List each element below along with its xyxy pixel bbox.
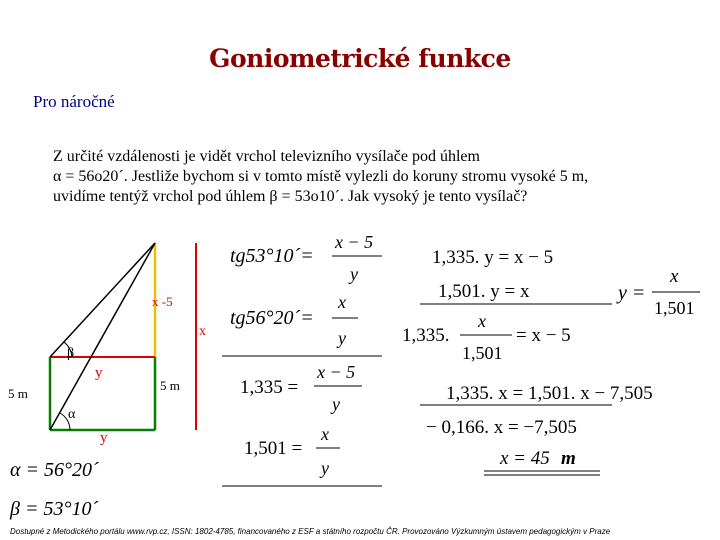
tg-alpha-lhs: tg56°20´= bbox=[230, 307, 314, 329]
eq1-lhs: 1,335 = bbox=[240, 377, 299, 398]
ry-numerator: x bbox=[670, 266, 679, 287]
label-y-upper: y bbox=[95, 365, 103, 381]
m5: − 0,166. x = −7,505 bbox=[426, 417, 577, 438]
given-alpha: α = 56°20´ bbox=[10, 459, 99, 481]
eq1-numerator: x − 5 bbox=[317, 362, 356, 382]
m4: 1,335. x = 1,501. x − 7,505 bbox=[446, 383, 653, 404]
m1: 1,335. y = x − 5 bbox=[432, 247, 554, 268]
m3-lhs: 1,335. bbox=[402, 325, 450, 346]
subtitle: Pro náročné bbox=[33, 92, 115, 111]
label-y-lower: y bbox=[100, 430, 108, 446]
m6-unit: m bbox=[561, 448, 576, 469]
label-x: x bbox=[199, 324, 206, 339]
tg-alpha-numerator: x bbox=[338, 292, 346, 312]
m3-denominator: 1,501 bbox=[462, 343, 503, 363]
eq1-denominator: y bbox=[332, 394, 340, 414]
tg-beta-numerator: x − 5 bbox=[335, 232, 374, 252]
label-beta: β bbox=[67, 346, 75, 361]
sight-line-alpha bbox=[50, 243, 155, 430]
label-x-minus-5: x -5 bbox=[152, 294, 173, 309]
m3-rhs: = x − 5 bbox=[516, 325, 571, 346]
eq2-lhs: 1,501 = bbox=[244, 438, 303, 459]
eq2-numerator: x bbox=[321, 424, 329, 444]
problem-line-1: Z určité vzdálenosti je vidět vrchol televizního vysílače pod úhlem bbox=[53, 148, 480, 165]
eq2-denominator: y bbox=[321, 458, 329, 478]
page-title: Goniometrické funkce bbox=[209, 44, 511, 73]
ry-lhs: y = bbox=[618, 282, 646, 304]
m6-lhs: x = 45 bbox=[500, 448, 550, 469]
problem-line-3: uvidíme tentýž vrchol pod úhlem β = 53o10´. Jak vysoký je tento vysílač? bbox=[53, 188, 528, 205]
m3-numerator: x bbox=[478, 311, 486, 331]
tg-beta-denominator: y bbox=[350, 264, 358, 284]
label-5m-right: 5 m bbox=[160, 378, 180, 393]
label-5m-left: 5 m bbox=[8, 386, 28, 401]
sight-line-beta bbox=[50, 243, 155, 357]
tg-beta-lhs: tg53°10´= bbox=[230, 245, 314, 267]
footer-source: Dostupné z Metodického portálu www.rvp.cz, ISSN: 1802-4785, financovaného z ESF a státního rozpočtu ČR. Provozováno Výzkumným ústavem pedagogickým v Praze bbox=[10, 527, 611, 536]
ry-denominator: 1,501 bbox=[654, 298, 695, 318]
given-beta: β = 53°10´ bbox=[10, 498, 99, 520]
tg-alpha-denominator: y bbox=[338, 328, 346, 348]
m2: 1,501. y = x bbox=[438, 281, 530, 302]
problem-line-2: α = 56o20´. Jestliže bychom si v tomto místě vylezli do koruny stromu vysoké 5 m, bbox=[53, 168, 589, 185]
label-alpha: α bbox=[68, 407, 76, 422]
